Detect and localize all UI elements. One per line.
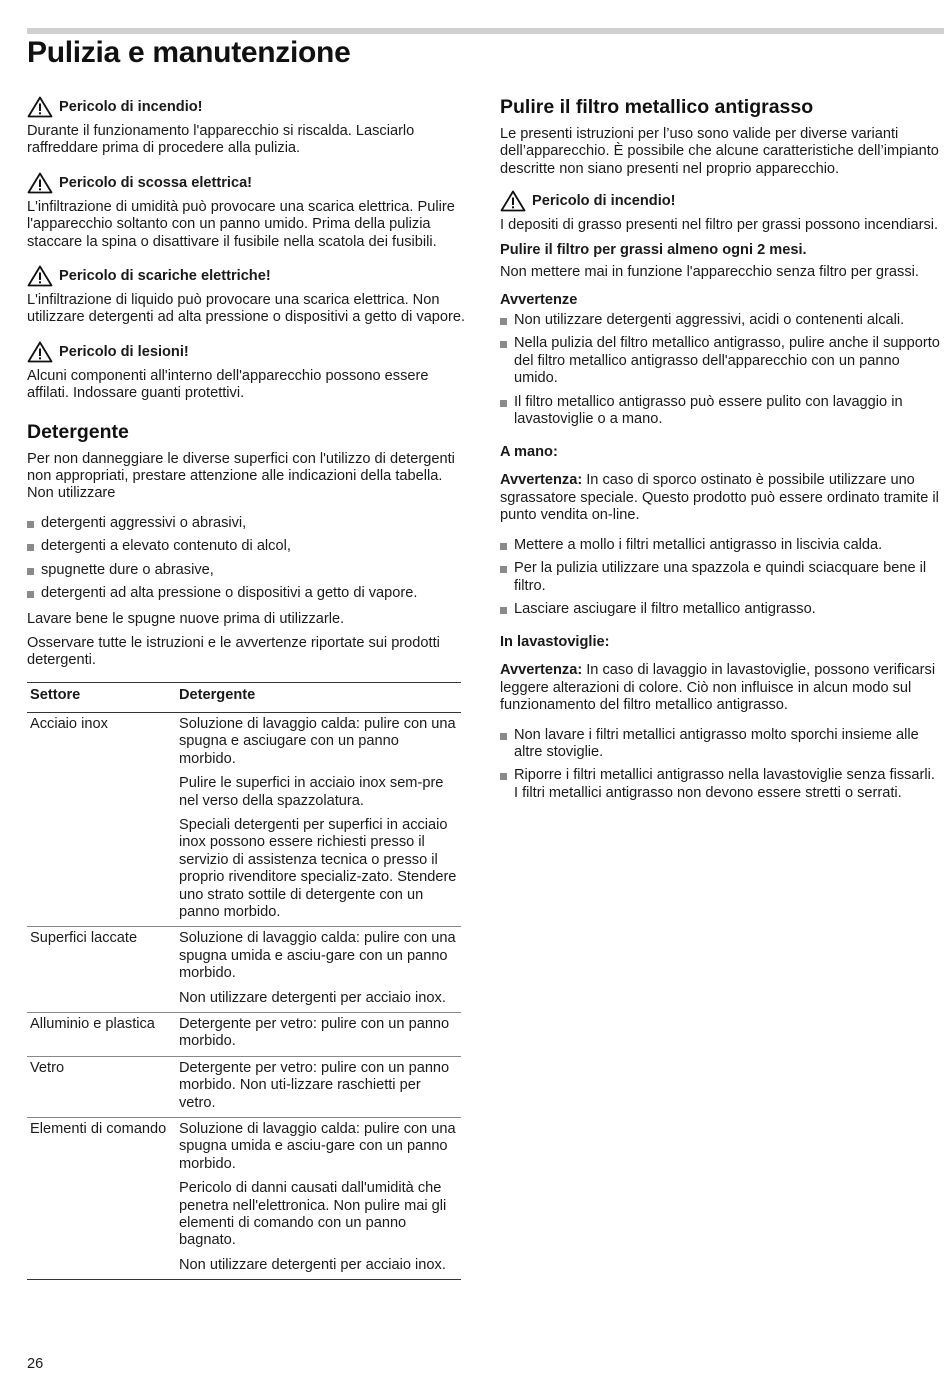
page-number: 26 — [27, 1356, 44, 1372]
cell-paragraph: Detergente per vetro: pulire con un panno morbido. — [179, 1016, 450, 1050]
table-cell-sector: Alluminio e plastica — [27, 1013, 176, 1057]
avvertenze-list — [500, 312, 942, 428]
warning-text: L'infiltrazione di umidità può provocare una scarica elettrica. Pulire l'apparecchio soltanto con un panno umido. Prima della pulizia staccare la spina o disattivare il fusibile nella scatola dei fusibili. — [27, 198, 455, 250]
page-title: Pulizia e manutenzione — [27, 36, 351, 69]
warning-title: Pericolo di lesioni! — [59, 343, 189, 360]
warning-title: Pericolo di scariche elettriche! — [59, 268, 271, 285]
cell-paragraph: Non utilizzare detergenti per acciaio inox. — [179, 1256, 446, 1273]
list-item: Per la pulizia utilizzare una spazzola e quindi sciacquare bene il filtro. — [500, 560, 942, 595]
list-item: Nella pulizia del filtro metallico antigrasso, pulire anche il supporto del filtro metallico antigrasso dell'apparecchio con un panno umido. — [500, 335, 942, 387]
filter-no-filter-note: Non mettere mai in funzione l'apparecchio senza filtro per grassi. — [500, 264, 919, 281]
filter-frequency: Pulire il filtro per grassi almeno ogni 2 mesi. — [500, 241, 807, 258]
table-header-sector: Settore — [27, 682, 176, 712]
list-item: Lasciare asciugare il filtro metallico antigrasso. — [500, 601, 942, 618]
list-item: Non lavare i filtri metallici antigrasso molto sporchi insieme alle altre stoviglie. — [500, 727, 942, 762]
cell-paragraph: Pericolo di danni causati dall'umidità che penetra nell'elettronica. Non pulire mai gli elementi di comando con un panno bagnato. — [179, 1180, 447, 1249]
warning-title: Pericolo di scossa elettrica! — [59, 174, 253, 191]
list-item: detergenti aggressivi o abrasivi, — [27, 515, 467, 532]
detergente-note-sponges: Lavare bene le spugne nuove prima di utilizzarle. — [27, 610, 345, 627]
list-item: Riporre i filtri metallici antigrasso nella lavastoviglie senza fissarli. I filtri metallici antigrasso non devono essere stretti o serrati. — [500, 767, 942, 802]
table-row — [27, 1118, 461, 1280]
filter-intro: Le presenti istruzioni per l’uso sono valide per diverse varianti dell’apparecchio. È possibile che alcune caratteristiche dell’impianto descritte non siano presenti nel proprio apparecchio. — [500, 126, 939, 177]
by-hand-steps — [500, 537, 942, 619]
warning-fire — [27, 96, 467, 158]
cell-paragraph: Detergente per vetro: pulire con un panno morbido. Non uti-lizzare raschietti per vetro. — [179, 1059, 450, 1111]
detergente-list — [27, 515, 467, 603]
list-item: detergenti ad alta pressione o dispositivi a getto di vapore. — [27, 585, 467, 602]
table-header-row — [27, 682, 461, 712]
table-row — [27, 1056, 461, 1117]
note-label: Avvertenza: — [500, 662, 583, 679]
warning-triangle-icon — [27, 341, 53, 363]
table-cell-detergent — [176, 712, 461, 926]
warning-electric-shock — [27, 172, 467, 251]
list-item: spugnette dure o abrasive, — [27, 562, 467, 579]
warning-title: Pericolo di incendio! — [59, 99, 203, 115]
cell-paragraph: Speciali detergenti per superfici in acciaio inox possono essere richiesti presso il servizio di assistenza tecnica o presso il proprio rivenditore specializ-zato. Stendere uno strato sottile di detergente con un panno morbido. — [179, 816, 457, 920]
table-cell-sector: Superfici laccate — [27, 927, 176, 1013]
warning-text: Alcuni componenti all'interno dell'apparecchio possono essere affilati. Indossare guanti protettivi. — [27, 367, 429, 402]
detergente-note-instructions: Osservare tutte le istruzioni e le avvertenze riportate sui prodotti detergenti. — [27, 634, 440, 669]
warning-injury — [27, 341, 467, 403]
list-item: detergenti a elevato contenuto di alcol, — [27, 538, 467, 555]
list-item: Mettere a mollo i filtri metallici antigrasso in liscivia calda. — [500, 537, 942, 554]
warning-text: I depositi di grasso presenti nel filtro per grassi possono incendiarsi. — [500, 217, 939, 234]
table-header-detergent: Detergente — [176, 682, 461, 712]
note-label: Avvertenza: — [500, 472, 583, 489]
right-column — [500, 96, 942, 810]
cell-paragraph: Pulire le superfici in acciaio inox sem-pre nel verso della spazzolatura. — [179, 775, 444, 809]
table-cell-detergent — [176, 1056, 461, 1117]
table-cell-detergent — [176, 1118, 461, 1280]
cleaning-table — [27, 682, 461, 1281]
table-cell-detergent — [176, 927, 461, 1013]
warning-text: Durante il funzionamento l'apparecchio si riscalda. Lasciarlo raffreddare prima di procedere alla pulizia. — [27, 123, 415, 157]
detergente-intro: Per non danneggiare le diverse superfici con l'utilizzo di detergenti non appropriati, prestare attenzione alle indicazioni della tabella. Non utilizzare — [27, 450, 455, 502]
table-row — [27, 927, 461, 1013]
dishwasher-steps — [500, 727, 942, 803]
table-cell-sector: Vetro — [27, 1056, 176, 1117]
table-row — [27, 712, 461, 926]
by-hand-note — [500, 472, 942, 524]
warning-triangle-icon — [27, 172, 53, 194]
by-hand-heading: A mano: — [500, 444, 558, 461]
avvertenze-heading: Avvertenze — [500, 292, 578, 309]
table-row — [27, 1013, 461, 1057]
table-cell-sector: Elementi di comando — [27, 1118, 176, 1280]
warning-triangle-icon — [27, 265, 53, 287]
top-rule — [27, 28, 944, 34]
section-heading-detergente: Detergente — [27, 420, 129, 443]
section-heading-filter: Pulire il filtro metallico antigrasso — [500, 96, 814, 118]
warning-triangle-icon — [500, 190, 526, 212]
cell-paragraph: Non utilizzare detergenti per acciaio inox. — [179, 989, 446, 1006]
cell-paragraph: Soluzione di lavaggio calda: pulire con una spugna e asciugare con un panno morbido. — [179, 715, 456, 767]
dishwasher-note — [500, 662, 942, 714]
cell-paragraph: Soluzione di lavaggio calda: pulire con una spugna umida e asciu-gare con un panno morbido. — [179, 930, 456, 982]
warning-electric-discharge — [27, 265, 467, 327]
note-text: In caso di lavaggio in lavastoviglie, possono verificarsi leggere alterazioni di colore. Ciò non influisce in alcun modo sul funzionamento del filtro metallico antigrasso. — [500, 662, 936, 714]
warning-title: Pericolo di incendio! — [532, 193, 676, 210]
warning-text: L'infiltrazione di liquido può provocare una scarica elettrica. Non utilizzare detergenti ad alta pressione o dispositivi a getto di vapore. — [27, 292, 466, 326]
list-item: Non utilizzare detergenti aggressivi, acidi o contenenti alcali. — [500, 312, 942, 329]
note-text: In caso di sporco ostinato è possibile utilizzare uno sgrassatore speciale. Questo prodotto può essere ordinato tramite il punto vendita on-line. — [500, 472, 939, 524]
left-column — [27, 96, 467, 1280]
dishwasher-heading: In lavastoviglie: — [500, 634, 610, 651]
warning-fire-filter — [500, 190, 942, 212]
cell-paragraph: Soluzione di lavaggio calda: pulire con una spugna umida e asciu-gare con un panno morbido. — [179, 1121, 456, 1172]
list-item: Il filtro metallico antigrasso può essere pulito con lavaggio in lavastoviglie o a mano. — [500, 394, 942, 429]
warning-triangle-icon — [27, 96, 53, 118]
table-cell-sector: Acciaio inox — [27, 712, 176, 926]
table-cell-detergent — [176, 1013, 461, 1057]
